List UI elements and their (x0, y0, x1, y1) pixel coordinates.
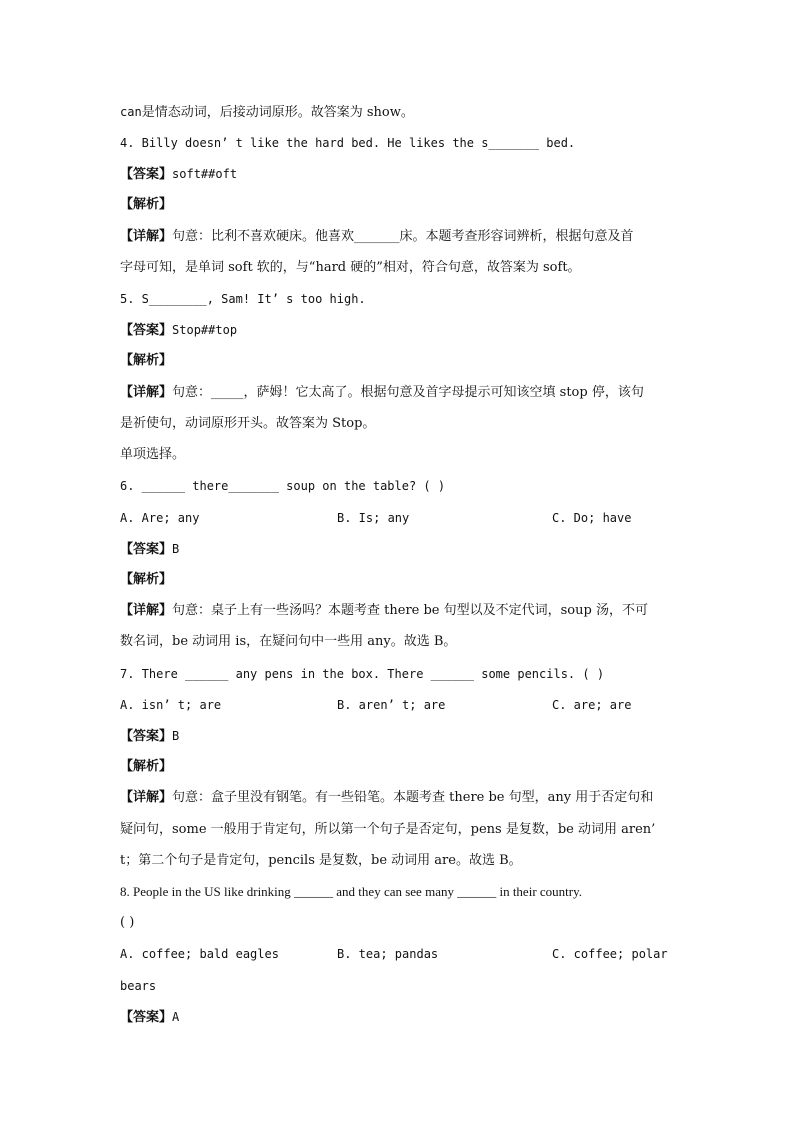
q4-question: 4. Billy doesn’ t like the hard bed. He likes the s_______ bed. (120, 136, 576, 150)
q8-options (120, 943, 680, 965)
q6-option-c: C. Do; have (552, 511, 632, 525)
q6-option-b: B. Is; any (337, 511, 410, 525)
q5-detail-line2: 是祈使句，动词原形开头。故答案为 Stop。 (120, 416, 376, 431)
section-heading: 单项选择。 (120, 447, 186, 462)
q8-option-a: A. coffee; bald eagles (120, 947, 279, 961)
q7-analysis-label: 【解析】 (120, 759, 173, 774)
q7-option-b: B. aren’ t; are (337, 698, 446, 712)
q4-detail-line2: 字母可知，是单词 soft 软的，与“hard 硬的”相对，符合句意，故答案为 soft。 (120, 260, 581, 275)
q8-answer: 【答案】A (120, 1010, 180, 1025)
q4-analysis-label: 【解析】 (120, 197, 173, 212)
q7-option-a: A. isn’ t; are (120, 698, 222, 712)
q7-option-c: C. are; are (552, 698, 632, 712)
q5-analysis-label: 【解析】 (120, 353, 173, 368)
q8-option-c-continued: bears (120, 979, 157, 993)
q8-option-b: B. tea; pandas (337, 947, 439, 961)
q7-options (120, 694, 680, 716)
q7-answer: 【答案】B (120, 729, 180, 744)
q5-answer: 【答案】Stop##top (120, 323, 238, 338)
q7-question: 7. There ______ any pens in the box. There ______ some pencils. ( ) (120, 667, 605, 681)
q6-detail-line1: 【详解】句意：桌子上有一些汤吗？本题考查 there be 句型以及不定代词，soup 汤，不可 (120, 603, 648, 618)
q6-answer: 【答案】B (120, 542, 180, 557)
q6-detail-line2: 数名词，be 动词用 is，在疑问句中一些用 any。故选 B。 (120, 634, 457, 649)
q5-detail-line1: 【详解】句意：_____，萨姆！它太高了。根据句意及首字母提示可知该空填 stop 停，该句 (120, 385, 644, 400)
q7-detail-line1: 【详解】句意：盒子里没有钢笔。有一些铅笔。本题考查 there be 句型，any 用于否定句和 (120, 790, 654, 805)
q4-detail-line1: 【详解】句意：比利不喜欢硬床。他喜欢_______床。本题考查形容词辨析，根据句意及首 (120, 229, 634, 244)
q7-detail-line2: 疑问句，some 一般用于肯定句，所以第一个句子是否定句，pens 是复数，be 动词用 aren’ (120, 822, 656, 837)
q6-analysis-label: 【解析】 (120, 572, 173, 587)
q4-answer: 【答案】soft##oft (120, 167, 238, 182)
q5-question: 5. S________, Sam! It’ s too high. (120, 292, 366, 306)
q6-option-a: A. Are; any (120, 511, 200, 525)
q8-question: 8. People in the US like drinking ______ and they can see many ______ in their country. (120, 884, 583, 899)
q8-paren: ( ) (120, 915, 135, 930)
q6-options (120, 507, 680, 529)
q6-question: 6. ______ there_______ soup on the table? ( ) (120, 479, 446, 493)
q7-detail-line3: t；第二个句子是肯定句，pencils 是复数，be 动词用 are。故选 B。 (120, 853, 522, 868)
intro-line: can是情态动词，后接动词原形。故答案为 show。 (120, 105, 414, 120)
q8-option-c: C. coffee; polar (552, 947, 668, 961)
